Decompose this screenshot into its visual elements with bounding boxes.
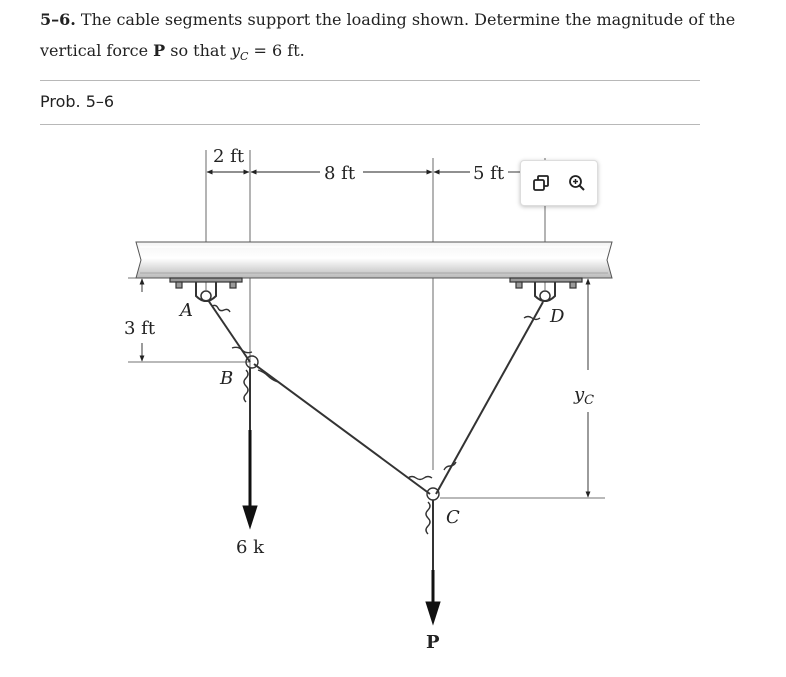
- copy-button[interactable]: [530, 172, 552, 194]
- point-A-label: A: [180, 300, 193, 321]
- support-D: [510, 278, 582, 301]
- zoom-in-icon: [568, 174, 586, 192]
- load-arrows: [243, 430, 440, 624]
- problem-number: 5–6.: [40, 10, 76, 29]
- zoom-in-button[interactable]: [566, 172, 588, 194]
- force-P-label: P: [426, 632, 440, 653]
- cables: [208, 300, 543, 570]
- dim-5ft-label: 5 ft: [473, 163, 505, 184]
- dim-8ft-label: 8 ft: [324, 163, 356, 184]
- point-B-label: B: [220, 368, 234, 389]
- copy-icon: [532, 174, 550, 192]
- problem-text-2: so that: [165, 41, 231, 60]
- point-D-label: D: [550, 306, 565, 327]
- problem-text-3: = 6 ft.: [248, 41, 305, 60]
- yc-label: $y_C$: [574, 384, 595, 408]
- dim-2ft-label: 2 ft: [213, 146, 245, 167]
- load-6k-label: 6 k: [236, 537, 265, 558]
- dimension-lines: [142, 172, 588, 497]
- ceiling-beam: [136, 242, 612, 278]
- prob-label: Prob. 5–6: [40, 92, 115, 111]
- variable-yc: $y_C$: [230, 41, 249, 64]
- problem-text-1: The cable segments support the loading shown. Determine the magnitude of the vertical force: [40, 10, 736, 60]
- dim-3ft-label: 3 ft: [124, 318, 156, 339]
- force-symbol: P: [153, 41, 166, 60]
- cable-knots: [212, 305, 540, 534]
- image-toolbar: [520, 160, 598, 206]
- point-C-label: C: [446, 507, 460, 528]
